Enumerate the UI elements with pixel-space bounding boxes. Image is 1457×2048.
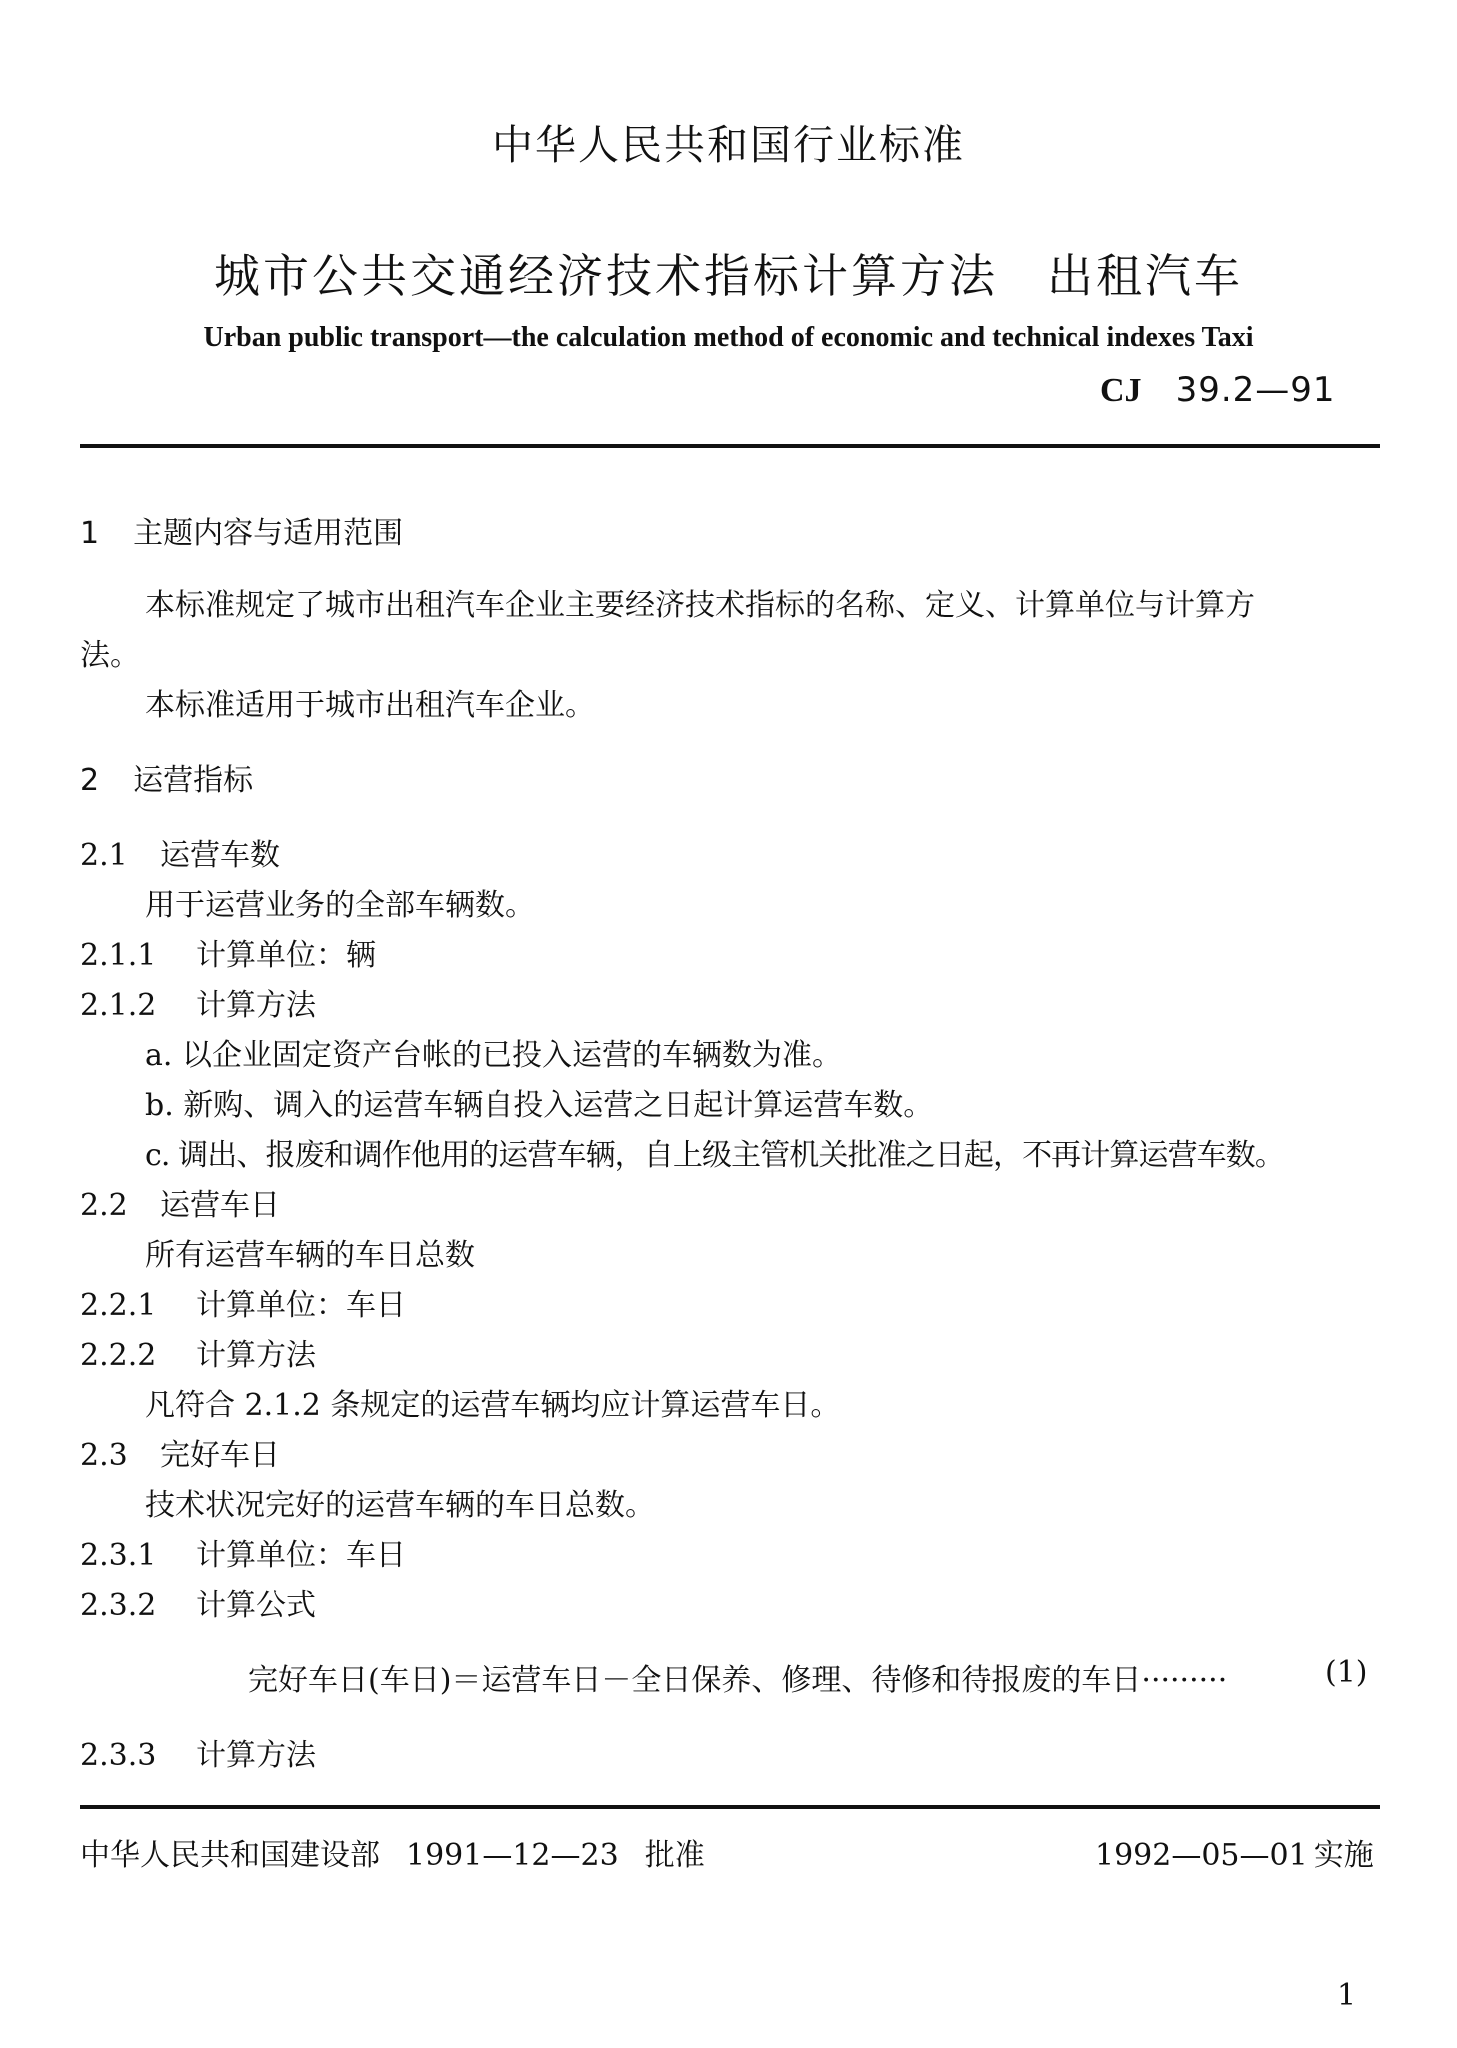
section-1-heading bbox=[80, 508, 403, 552]
clause-2-3: 2.3 完好车日 bbox=[80, 1438, 280, 1473]
clause-2-1-2: 2.1.2 计算方法 bbox=[80, 988, 316, 1023]
english-title: Urban public transport—the calculation method of economic and technical indexes Taxi bbox=[203, 322, 1254, 353]
clause-2-2-2: 2.2.2 计算方法 bbox=[80, 1338, 316, 1373]
approval-label: 批准 bbox=[644, 1838, 705, 1873]
definition: 技术状况完好的运营车辆的车日总数。 bbox=[145, 1488, 655, 1523]
footer-approval bbox=[80, 1830, 705, 1874]
standard-type: 中华人民共和国行业标准 bbox=[492, 121, 965, 169]
paragraph: 本标准适用于城市出租汽车企业。 bbox=[145, 688, 595, 723]
paragraph-continued: 法。 bbox=[80, 638, 140, 673]
effective-label: 实施 bbox=[1313, 1838, 1374, 1873]
clause-2-2: 2.2 运营车日 bbox=[80, 1188, 280, 1223]
clause-2-3-2: 2.3.2 计算公式 bbox=[80, 1588, 316, 1623]
clause-2-1-1: 2.1.1 计算单位：辆 bbox=[80, 938, 376, 973]
section-title: 主题内容与适用范围 bbox=[133, 516, 404, 551]
clause-2-3-1: 2.3.1 计算单位：车日 bbox=[80, 1538, 406, 1573]
clause-2-2-1: 2.2.1 计算单位：车日 bbox=[80, 1288, 406, 1323]
formula-1: 完好车日(车日)＝运营车日－全日保养、修理、待修和待报废的车日········· bbox=[248, 1663, 1228, 1698]
definition: 用于运营业务的全部车辆数。 bbox=[145, 888, 535, 923]
issuer: 中华人民共和国建设部 bbox=[80, 1838, 380, 1873]
clause-2-3-3: 2.3.3 计算方法 bbox=[80, 1738, 316, 1773]
formula-number: (1) bbox=[1325, 1655, 1368, 1690]
definition: 所有运营车辆的车日总数 bbox=[145, 1238, 475, 1273]
section-number: 2 bbox=[80, 763, 100, 798]
code-prefix: CJ bbox=[1100, 372, 1142, 409]
footer-effective bbox=[1095, 1830, 1374, 1874]
list-item-b: b. 新购、调入的运营车辆自投入运营之日起计算运营车数。 bbox=[145, 1088, 934, 1123]
section-number: 1 bbox=[80, 516, 100, 551]
document-title: 城市公共交通经济技术指标计算方法 出租汽车 bbox=[214, 249, 1243, 303]
list-item-c: c. 调出、报废和调作他用的运营车辆，自上级主管机关批准之日起，不再计算运营车数。 bbox=[145, 1138, 1284, 1173]
approval-date: 1991—12—23 bbox=[406, 1838, 619, 1873]
paragraph: 本标准规定了城市出租汽车企业主要经济技术指标的名称、定义、计算单位与计算方 bbox=[145, 588, 1255, 623]
code-number: 39.2—91 bbox=[1175, 370, 1336, 410]
paragraph: 凡符合 2.1.2 条规定的运营车辆均应计算运营车日。 bbox=[145, 1388, 841, 1423]
section-2-heading bbox=[80, 755, 253, 799]
effective-date: 1992—05—01 bbox=[1095, 1838, 1308, 1873]
section-title: 运营指标 bbox=[133, 763, 254, 798]
standard-code bbox=[1100, 370, 1336, 410]
header-rule bbox=[80, 444, 1380, 448]
page-number: 1 bbox=[1337, 1978, 1357, 2013]
clause-2-1: 2.1 运营车数 bbox=[80, 838, 280, 873]
list-item-a: a. 以企业固定资产台帐的已投入运营的车辆数为准。 bbox=[145, 1038, 842, 1073]
footer-rule bbox=[80, 1805, 1380, 1809]
